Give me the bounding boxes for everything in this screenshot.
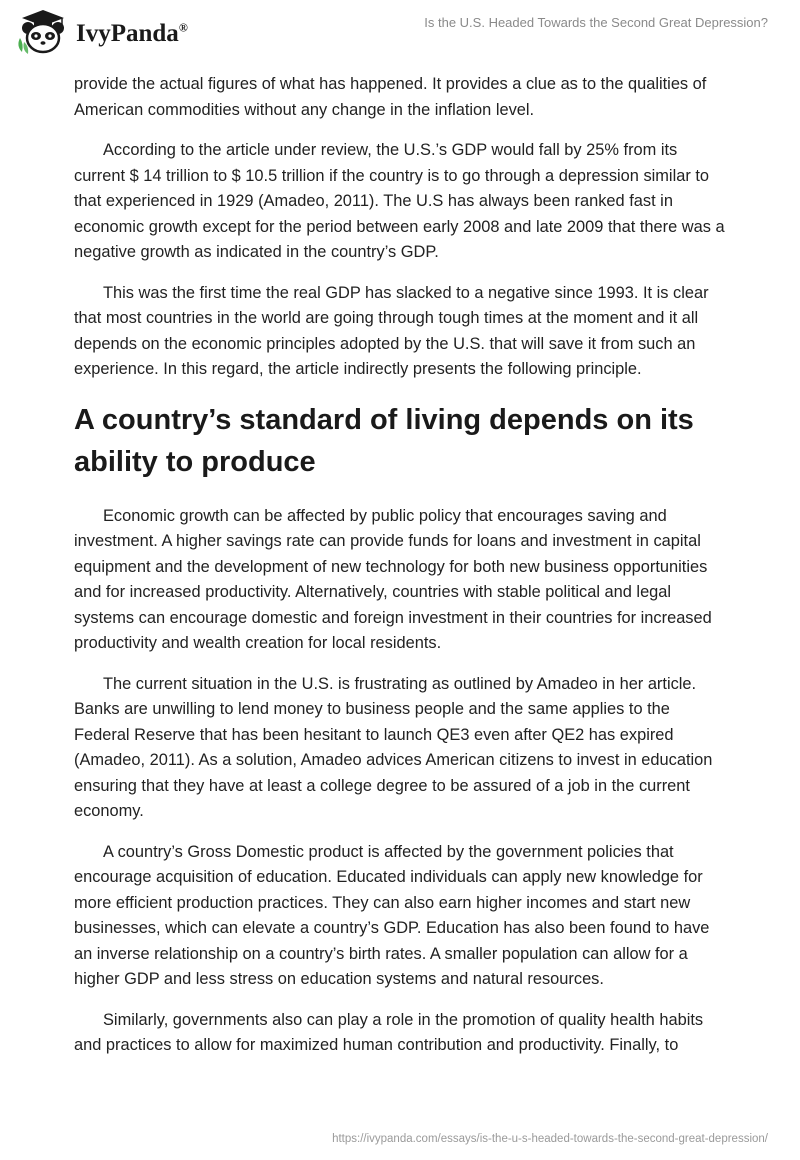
document-title: Is the U.S. Headed Towards the Second Great Depression?	[424, 15, 768, 30]
page-header	[0, 0, 800, 70]
logo-wordmark: IvyPanda®	[76, 20, 188, 47]
paragraph-gdp-education: A country’s Gross Domestic product is affected by the government policies that encourage acquisition of education. Educated individuals can apply new knowledge for more efficient production practices. They can also earn higher incomes and start new businesses, which can elevate a country’s GDP. Education has also been found to have an inverse relationship on a country’s birth rates. A smaller population can allow for a higher GDP and less stress on education systems and natural resources.	[74, 842, 710, 988]
source-url[interactable]: https://ivypanda.com/essays/is-the-u-s-headed-towards-the-second-great-depression/	[332, 1133, 768, 1145]
paragraph-gdp-fall: According to the article under review, the U.S.’s GDP would fall by 25% from its current $ 14 trillion to $ 10.5 trillion if the country is to go through a depression similar to that experienced in 1929 (Amadeo, 2011). The U.S has always been ranked fast in economic growth except for the period between early 2008 and late 2009 that there was a negative growth as indicated in the country’s GDP.	[74, 141, 725, 261]
paragraph-continued: provide the actual figures of what has happened. It provides a clue as to the qualities of American commodities without any change in the inflation level.	[74, 75, 707, 119]
paragraph-economic-growth: Economic growth can be affected by public policy that encourages saving and investment. A higher savings rate can provide funds for loans and investment in capital equipment and the development of new technology for both new business opportunities and for increased productivity. Alternatively, countries with stable political and legal systems can encourage domestic and foreign investment in their countries for increased productivity and wealth creation for local residents.	[74, 506, 712, 652]
paragraph-real-gdp: This was the first time the real GDP has slacked to a negative since 1993. It is clear that most countries in the world are going through tough times at the moment and it all depends on the economic principles adopted by the U.S. that will save it from such an experience. In this regard, the article indirectly presents the following principle.	[74, 283, 709, 378]
essay-body	[74, 72, 728, 1074]
paragraph-current-situation: The current situation in the U.S. is frustrating as outlined by Amadeo in her article. Banks are unwilling to lend money to business people and the same applies to the Federal Reserve that has been hesitant to launch QE3 even after QE2 has expired (Amadeo, 2011). As a solution, Amadeo advices American citizens to invest in education ensuring that they have at least a college degree to be assured of a job in the current economy.	[74, 674, 713, 820]
paragraph-health-habits: Similarly, governments also can play a role in the promotion of quality health habits and practices to allow for maximized human contribution and productivity. Finally, to	[74, 1010, 704, 1054]
section-heading: A country’s standard of living depends on its ability to produce	[74, 403, 694, 478]
ivypanda-logo[interactable]	[14, 8, 214, 58]
panda-graduate-icon	[14, 8, 72, 56]
